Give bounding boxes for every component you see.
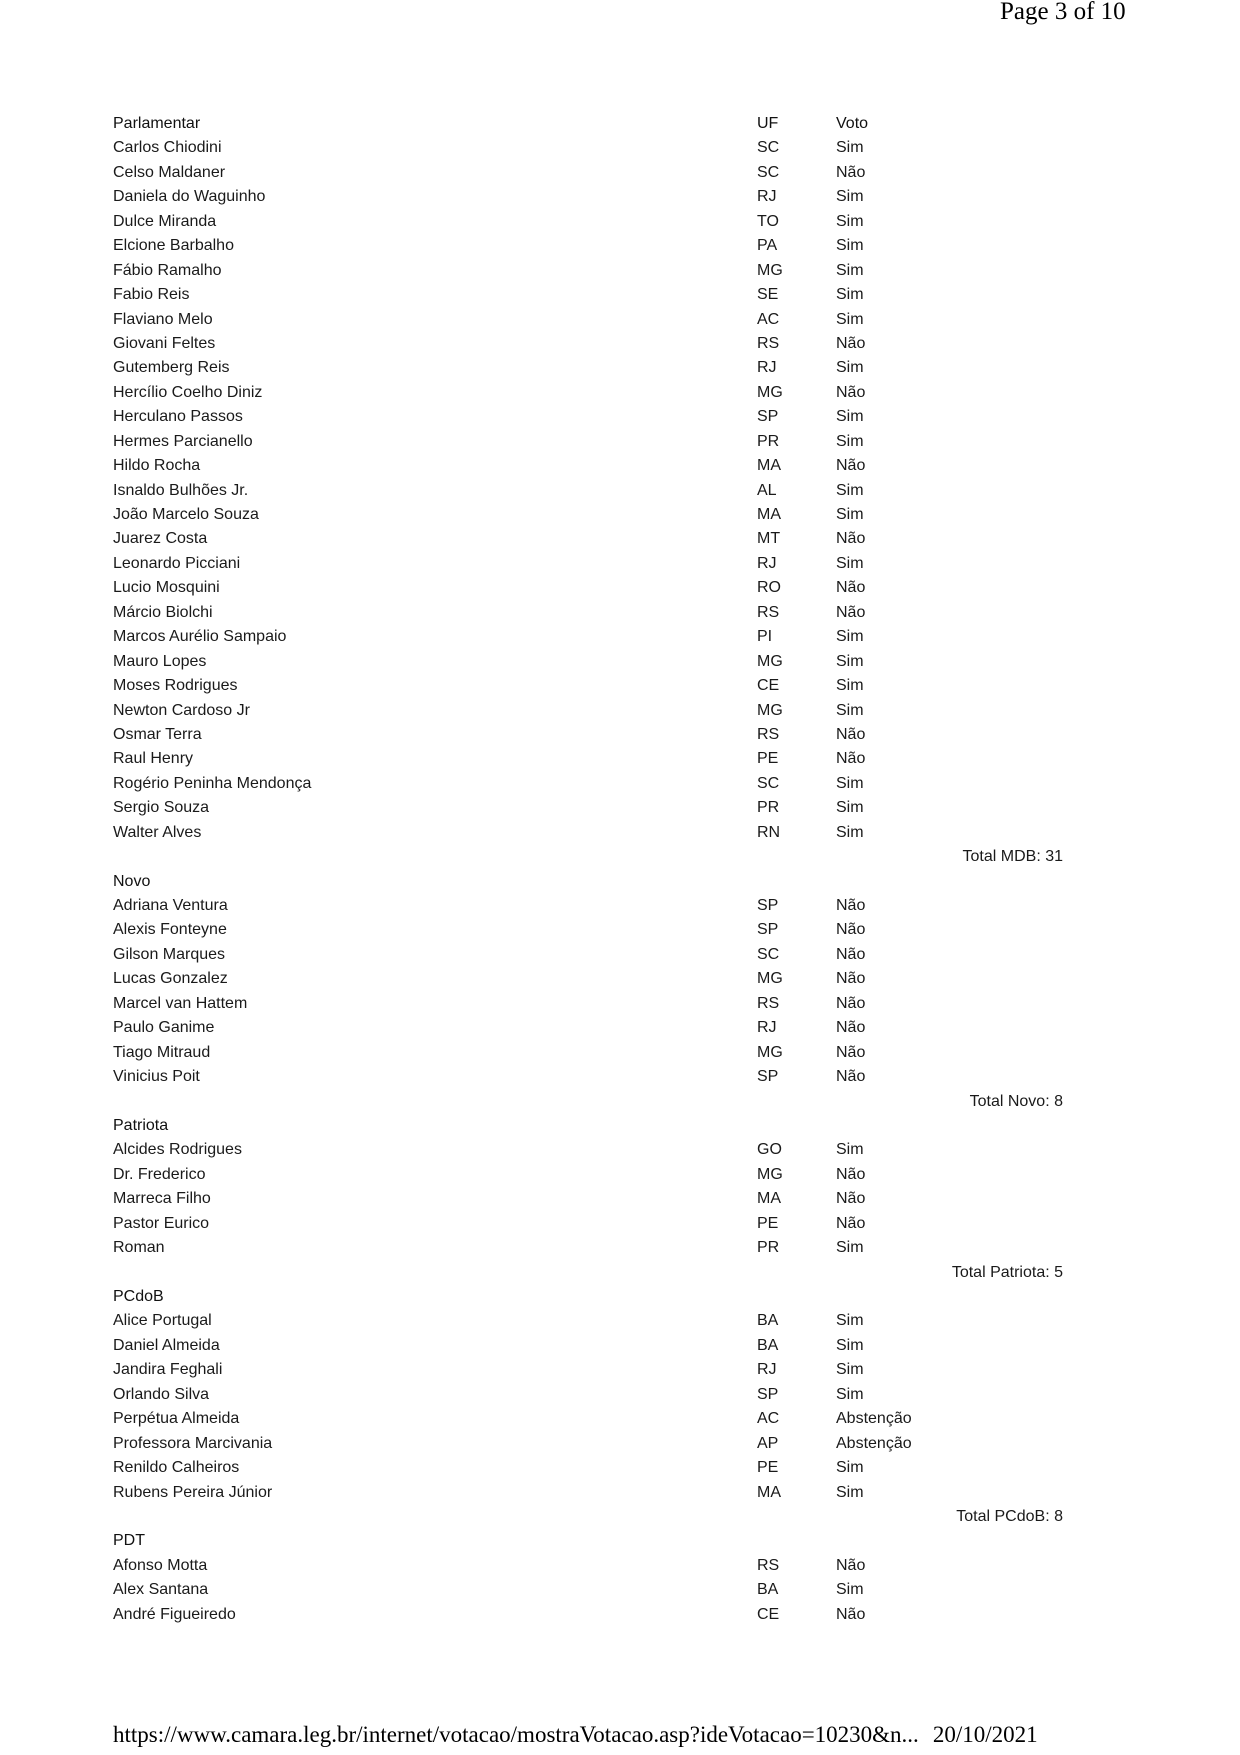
deputy-name: Rubens Pereira Júnior (113, 1483, 273, 1501)
table-row (113, 674, 1063, 698)
deputy-uf: MG (757, 652, 783, 670)
deputy-name: Fábio Ramalho (113, 261, 222, 279)
party-heading (113, 1285, 1063, 1309)
deputy-name: Juarez Costa (113, 530, 208, 548)
party-total: Total Novo: 8 (969, 1092, 1063, 1110)
deputy-name: Walter Alves (113, 823, 202, 841)
deputy-vote: Sim (836, 1483, 864, 1501)
deputy-vote: Sim (836, 1336, 864, 1354)
table-row (113, 503, 1063, 527)
deputy-vote: Sim (836, 1239, 864, 1257)
deputy-uf: RN (757, 823, 781, 841)
table-row (113, 1065, 1063, 1089)
deputy-name: Hildo Rocha (113, 457, 201, 475)
deputy-name: Adriana Ventura (113, 897, 228, 914)
deputy-name: Alcides Rodrigues (113, 1141, 242, 1159)
deputy-vote: Sim (836, 1385, 864, 1403)
table-row (113, 1187, 1063, 1211)
deputy-uf: SC (757, 139, 780, 157)
table-row (113, 967, 1063, 991)
table-row (113, 576, 1063, 600)
deputy-vote: Sim (836, 1581, 864, 1599)
deputy-uf: PE (757, 750, 779, 768)
table-row (113, 699, 1063, 723)
table-row (113, 747, 1063, 771)
deputy-vote: Não (836, 1043, 866, 1061)
deputy-vote: Sim (836, 652, 864, 670)
table-row (113, 772, 1063, 796)
deputy-name: Márcio Biolchi (113, 603, 213, 621)
deputy-vote: Não (836, 897, 866, 914)
deputy-vote: Não (836, 970, 866, 988)
deputy-uf: CE (757, 1605, 780, 1623)
deputy-vote: Não (836, 1019, 866, 1037)
party-name: PDT (113, 1532, 145, 1550)
deputy-vote: Sim (836, 1361, 864, 1379)
deputy-name: Perpétua Almeida (113, 1410, 240, 1428)
column-header-voto: Voto (836, 115, 869, 132)
table-row (113, 1481, 1063, 1505)
table-row (113, 1334, 1063, 1358)
deputy-name: Paulo Ganime (113, 1019, 215, 1037)
deputy-name: Orlando Silva (113, 1385, 210, 1403)
deputy-vote: Sim (836, 774, 864, 792)
deputy-name: Sergio Souza (113, 799, 210, 817)
deputy-uf: PI (757, 628, 773, 646)
deputy-uf: SC (757, 945, 780, 963)
deputy-name: Fabio Reis (113, 286, 190, 304)
deputy-name: Roman (113, 1239, 165, 1257)
table-row (113, 381, 1063, 405)
deputy-name: Marreca Filho (113, 1190, 211, 1208)
party-total-row (113, 1505, 1063, 1529)
deputy-name: Hermes Parcianello (113, 432, 253, 450)
deputy-uf: MA (757, 1483, 781, 1501)
party-heading (113, 870, 1063, 894)
deputy-name: Dr. Frederico (113, 1165, 206, 1183)
deputy-name: Marcos Aurélio Sampaio (113, 628, 287, 646)
party-total: Total Patriota: 5 (951, 1263, 1063, 1281)
table-header (113, 112, 1063, 136)
deputy-uf: RS (757, 334, 780, 352)
column-header-parlamentar: Parlamentar (113, 115, 201, 132)
deputy-name: Celso Maldaner (113, 163, 226, 181)
table-row (113, 185, 1063, 209)
deputy-vote: Abstenção (836, 1434, 912, 1452)
deputy-name: Vinicius Poit (113, 1068, 200, 1086)
deputy-name: Raul Henry (113, 750, 194, 768)
deputy-uf: SP (757, 1068, 779, 1086)
deputy-vote: Sim (836, 432, 864, 450)
deputy-name: Flaviano Melo (113, 310, 213, 328)
table-row (113, 1212, 1063, 1236)
table-row (113, 650, 1063, 674)
deputy-name: Carlos Chiodini (113, 139, 222, 157)
table-row (113, 479, 1063, 503)
table-row (113, 1041, 1063, 1065)
deputy-name: Tiago Mitraud (113, 1043, 211, 1061)
deputy-name: Hercílio Coelho Diniz (113, 383, 263, 401)
deputy-name: André Figueiredo (113, 1605, 236, 1623)
deputy-name: Leonardo Picciani (113, 554, 241, 572)
table-row (113, 1578, 1063, 1602)
party-name: PCdoB (113, 1288, 164, 1305)
table-row (113, 943, 1063, 967)
deputy-vote: Sim (836, 677, 864, 695)
table-row (113, 210, 1063, 234)
deputy-uf: PE (757, 1214, 779, 1232)
deputy-vote: Não (836, 1068, 866, 1086)
deputy-vote: Sim (836, 261, 864, 279)
deputy-uf: SP (757, 408, 779, 426)
deputy-vote: Sim (836, 1312, 864, 1330)
deputy-name: Rogério Peninha Mendonça (113, 774, 312, 792)
table-row (113, 1309, 1063, 1333)
deputy-uf: SP (757, 897, 779, 914)
deputy-vote: Sim (836, 1459, 864, 1477)
deputy-uf: RS (757, 994, 780, 1012)
deputy-uf: RO (757, 579, 781, 597)
deputy-name: Gilson Marques (113, 945, 226, 963)
table-row (113, 454, 1063, 478)
table-row (113, 527, 1063, 551)
deputy-name: Elcione Barbalho (113, 237, 234, 255)
deputy-name: Gutemberg Reis (113, 359, 230, 377)
deputy-vote: Não (836, 457, 866, 475)
deputy-uf: PR (757, 799, 780, 817)
deputy-name: Alexis Fonteyne (113, 921, 227, 939)
deputy-vote: Não (836, 994, 866, 1012)
deputy-uf: SE (757, 286, 779, 304)
deputy-uf: RS (757, 725, 780, 743)
deputy-vote: Não (836, 334, 866, 352)
deputy-vote: Não (836, 163, 866, 181)
deputy-uf: AC (757, 1410, 780, 1428)
page-number: Page 3 of 10 (1000, 0, 1126, 25)
party-total-row (113, 1261, 1063, 1285)
deputy-name: Marcel van Hattem (113, 994, 248, 1012)
party-total: Total MDB: 31 (962, 848, 1063, 866)
deputy-vote: Sim (836, 481, 864, 499)
deputy-vote: Sim (836, 237, 864, 255)
deputy-uf: BA (757, 1581, 779, 1599)
table-row (113, 259, 1063, 283)
deputy-name: Dulce Miranda (113, 212, 217, 230)
party-heading (113, 1114, 1063, 1138)
deputy-uf: PA (757, 237, 778, 255)
footer-url: https://www.camara.leg.br/internet/votacao/mostraVotacao.asp?ideVotacao=10230&n... (113, 1722, 919, 1747)
deputy-uf: SC (757, 163, 780, 181)
deputy-uf: RJ (757, 188, 777, 206)
deputy-uf: MG (757, 1165, 783, 1183)
table-row (113, 625, 1063, 649)
deputy-vote: Não (836, 603, 866, 621)
table-row (113, 1432, 1063, 1456)
deputy-vote: Sim (836, 506, 864, 523)
deputy-vote: Não (836, 1556, 866, 1574)
deputy-name: Herculano Passos (113, 408, 243, 426)
deputy-name: Moses Rodrigues (113, 677, 238, 695)
table-row (113, 283, 1063, 307)
deputy-uf: GO (757, 1141, 782, 1159)
table-row (113, 1456, 1063, 1480)
deputy-uf: BA (757, 1312, 779, 1330)
deputy-vote: Sim (836, 799, 864, 817)
deputy-uf: RJ (757, 359, 777, 377)
deputy-name: Pastor Eurico (113, 1214, 210, 1232)
deputy-name: Isnaldo Bulhões Jr. (113, 481, 249, 499)
table-row (113, 894, 1063, 918)
deputy-name: Newton Cardoso Jr (113, 701, 250, 719)
table-row (113, 430, 1063, 454)
deputy-vote: Sim (836, 554, 864, 572)
deputy-uf: TO (757, 212, 779, 230)
deputy-uf: SP (757, 1385, 779, 1403)
deputy-uf: MG (757, 261, 783, 279)
deputy-uf: MG (757, 970, 783, 988)
page-footer (113, 1722, 1038, 1748)
table-row (113, 1554, 1063, 1578)
deputy-uf: AC (757, 310, 780, 328)
table-row (113, 405, 1063, 429)
deputy-name: Mauro Lopes (113, 652, 207, 670)
deputy-uf: SP (757, 921, 779, 939)
deputy-uf: PR (757, 432, 780, 450)
table-row (113, 161, 1063, 185)
deputy-vote: Não (836, 750, 866, 768)
deputy-vote: Não (836, 579, 866, 597)
deputy-vote: Sim (836, 408, 864, 426)
deputy-vote: Sim (836, 310, 864, 328)
table-row (113, 601, 1063, 625)
deputy-name: Lucio Mosquini (113, 579, 220, 597)
deputy-name: Osmar Terra (113, 725, 202, 743)
deputy-uf: MA (757, 1190, 781, 1208)
deputy-vote: Não (836, 1165, 866, 1183)
party-total: Total PCdoB: 8 (956, 1507, 1063, 1525)
table-row (113, 234, 1063, 258)
deputy-uf: MT (757, 530, 781, 548)
deputy-uf: RJ (757, 554, 777, 572)
table-row (113, 308, 1063, 332)
deputy-vote: Não (836, 530, 866, 548)
deputy-uf: RJ (757, 1019, 777, 1037)
deputy-vote: Sim (836, 701, 864, 719)
table-row (113, 1358, 1063, 1382)
table-row (113, 1407, 1063, 1431)
deputy-uf: MA (757, 457, 781, 475)
deputy-uf: BA (757, 1336, 779, 1354)
deputy-vote: Não (836, 1605, 866, 1623)
deputy-name: Professora Marcivania (113, 1434, 273, 1452)
deputy-uf: AL (757, 481, 777, 499)
party-name: Patriota (113, 1116, 169, 1134)
deputy-vote: Sim (836, 359, 864, 377)
table-row (113, 992, 1063, 1016)
deputy-vote: Não (836, 1190, 866, 1208)
deputy-uf: PE (757, 1459, 779, 1477)
vote-table (113, 112, 1063, 1627)
deputy-uf: MG (757, 1043, 783, 1061)
table-row (113, 723, 1063, 747)
deputy-vote: Sim (836, 823, 864, 841)
table-row (113, 356, 1063, 380)
deputy-vote: Sim (836, 286, 864, 304)
table-row (113, 1138, 1063, 1162)
deputy-name: Alice Portugal (113, 1312, 212, 1330)
deputy-vote: Sim (836, 1141, 864, 1159)
deputy-vote: Não (836, 921, 866, 939)
deputy-uf: MG (757, 383, 783, 401)
deputy-vote: Sim (836, 212, 864, 230)
deputy-uf: RS (757, 1556, 780, 1574)
deputy-name: Afonso Motta (113, 1556, 208, 1574)
deputy-uf: MG (757, 701, 783, 719)
deputy-uf: RS (757, 603, 780, 621)
table-row (113, 136, 1063, 160)
party-heading (113, 1529, 1063, 1553)
deputy-name: Lucas Gonzalez (113, 970, 228, 988)
table-row (113, 796, 1063, 820)
deputy-vote: Não (836, 383, 866, 401)
deputy-name: Daniel Almeida (113, 1336, 220, 1354)
deputy-vote: Sim (836, 188, 864, 206)
deputy-vote: Sim (836, 628, 864, 646)
table-row (113, 1236, 1063, 1260)
deputy-vote: Sim (836, 139, 864, 157)
deputy-vote: Não (836, 945, 866, 963)
deputy-name: Alex Santana (113, 1581, 209, 1599)
deputy-name: Giovani Feltes (113, 334, 216, 352)
party-total-row (113, 1090, 1063, 1114)
deputy-name: João Marcelo Souza (113, 506, 259, 523)
deputy-uf: AP (757, 1434, 779, 1452)
table-row (113, 332, 1063, 356)
deputy-name: Daniela do Waguinho (113, 188, 266, 206)
deputy-vote: Não (836, 1214, 866, 1232)
table-row (113, 1383, 1063, 1407)
deputy-uf: MA (757, 506, 781, 523)
deputy-vote: Abstenção (836, 1410, 912, 1428)
table-row (113, 1016, 1063, 1040)
table-row (113, 1163, 1063, 1187)
deputy-vote: Não (836, 725, 866, 743)
party-total-row (113, 845, 1063, 869)
footer-date: 20/10/2021 (932, 1722, 1038, 1747)
table-row (113, 1603, 1063, 1627)
party-groups (113, 136, 1063, 1627)
deputy-uf: CE (757, 677, 780, 695)
deputy-uf: RJ (757, 1361, 777, 1379)
deputy-name: Renildo Calheiros (113, 1459, 240, 1477)
table-row (113, 821, 1063, 845)
deputy-uf: PR (757, 1239, 780, 1257)
deputy-name: Jandira Feghali (113, 1361, 223, 1379)
table-row (113, 552, 1063, 576)
party-name: Novo (113, 872, 151, 890)
table-row (113, 918, 1063, 942)
column-header-uf: UF (757, 115, 779, 132)
deputy-uf: SC (757, 774, 780, 792)
